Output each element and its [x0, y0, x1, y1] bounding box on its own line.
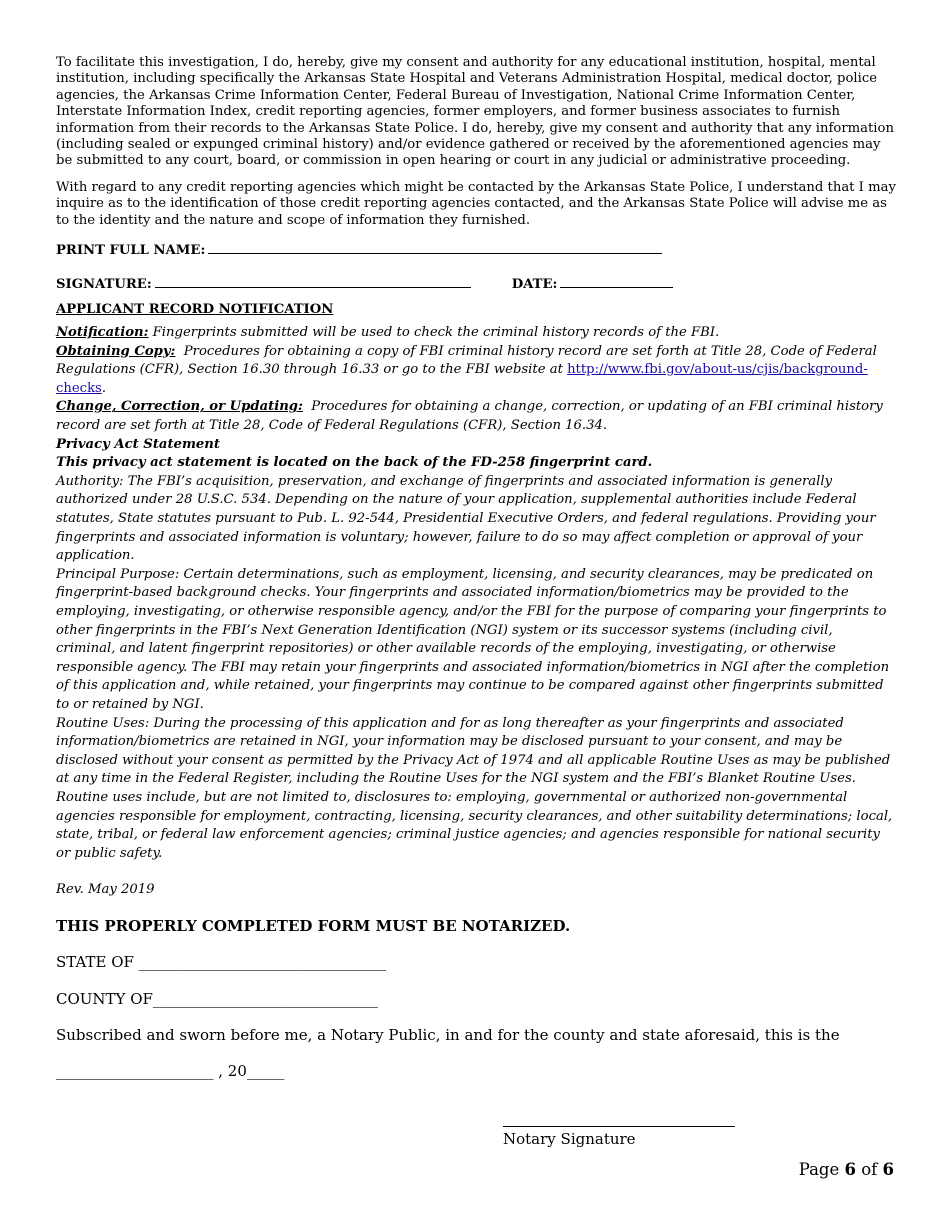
form-page: [56, 55, 896, 1080]
change-correction-text: Procedures for obtaining a change, correction, or updating of an FBI criminal history record are set forth at Title 28, Code of Federal Regulations (CFR), Section 16.34.: [56, 399, 888, 434]
county-of-field[interactable]: COUNTY OF______________________________: [56, 989, 378, 1008]
change-correction-line: [56, 398, 896, 435]
notification-text: Fingerprints submitted will be used to check the criminal history records of the FBI.: [148, 325, 720, 341]
page-total: 6: [882, 1160, 894, 1179]
principal-purpose-paragraph: Principal Purpose: Certain determinations, such as employment, licensing, and security clearances, may be predicated on fingerprint-based background checks. Your fingerprints and associated information/biometrics may be provided to the employing, investigating, or otherwise responsible agency, and/or the FBI for the purpose of comparing your fingerprints to other fingerprints in the FBI’s Next Generation Identification (NGI) system or its successor systems (including civil, criminal, and latent fingerprint repositories) or other available records of the employing, investigating, or otherwise responsible agency. The FBI may retain your fingerprints and associated information/biometrics in NGI after the completion of this application and, while retained, your fingerprints may continue to be compared against other fingerprints submitted to or retained by NGI.: [56, 566, 890, 712]
signature-row: [56, 275, 896, 292]
notification-label: Notification:: [56, 325, 149, 341]
page-of: of: [855, 1160, 883, 1179]
privacy-act-heading: Privacy Act Statement: [56, 436, 220, 452]
fbi-background-checks-link[interactable]: http://www.fbi.gov/about-us/cjis/background-checks: [56, 362, 868, 396]
page-number: [799, 1160, 894, 1179]
privacy-act-location: This privacy act statement is located on the back of the FD-258 fingerprint card.: [56, 455, 653, 471]
notification-section: [56, 324, 896, 900]
applicant-record-heading: APPLICANT RECORD NOTIFICATION: [56, 302, 334, 318]
signature-label: SIGNATURE:: [56, 277, 152, 293]
print-full-name-row: [56, 241, 896, 258]
state-of-field[interactable]: STATE OF _________________________________: [56, 952, 387, 971]
routine-uses-paragraph: Routine Uses: During the processing of this application and for as long thereafter as your fingerprints and associated information/biometrics are retained in NGI, your information may be disclosed pursuant to your consent, and may be disclosed without your consent as permitted by the Privacy Act of 1974 and all applicable Routine Uses as may be published at any time in the Federal Register, including the Routine Uses for the NGI system and the FBI’s Blanket Routine Uses. Routine uses include, but are not limited to, disclosures to: employing, governmental or authorized non-governmental agencies responsible for employment, contracting, licensing, security clearances, and other suitability determinations; local, state, tribal, or federal law enforcement agencies; criminal justice agencies; and agencies responsible for national security or public safety.: [56, 715, 893, 861]
page-current: 6: [844, 1160, 856, 1179]
page-prefix: Page: [798, 1160, 845, 1179]
revision-date: Rev. May 2019: [56, 882, 155, 898]
notary-signature-block: [503, 1126, 735, 1148]
date-label: DATE:: [511, 277, 558, 293]
must-notarize-notice: THIS PROPERLY COMPLETED FORM MUST BE NOTARIZED.: [56, 916, 571, 935]
consent-paragraph-1: To facilitate this investigation, I do, hereby, give my consent and authority for any educational institution, hospital, mental institution, including specifically the Arkansas State Hospital and Veterans Administration Hospital, medical doctor, police agencies, the Arkansas Crime Information Center, Federal Bureau of Investigation, National Crime Information Center, Interstate Information Index, credit reporting agencies, former employers, and former business associates to furnish information from their records to the Arkansas State Police. I do, hereby, give my consent and authority that any information (including sealed or expunged criminal history) and/or evidence gathered or received by the aforementioned agencies may be submitted to any court, board, or commission in open hearing or court in any judicial or administrative proceeding.: [56, 55, 894, 169]
date-field[interactable]: [560, 275, 673, 288]
notary-signature-line[interactable]: [503, 1126, 735, 1127]
obtaining-copy-line: Obtaining Copy: Procedures for obtaining a copy of FBI criminal history record are set forth at Title 28, Code of Federal Regulations (CFR), Section 16.30 through 16.33 or go to the FBI website at http://www.fbi.gov/about-us/cjis/background-checks.: [56, 343, 882, 396]
consent-paragraph-2: With regard to any credit reporting agencies which might be contacted by the Arkansas State Police, I understand that I may inquire as to the identification of those credit reporting agencies contacted, and the Arkansas State Police will advise me as to the identity and the nature and scope of information they furnished.: [56, 179, 896, 228]
print-full-name-label: PRINT FULL NAME:: [56, 243, 206, 259]
notification-line: [56, 324, 896, 343]
subscribed-sworn-statement: Subscribed and sworn before me, a Notary Public, in and for the county and state aforesaid, this is the: [56, 1025, 840, 1044]
authority-paragraph: Authority: The FBI’s acquisition, preservation, and exchange of fingerprints and associated information is generally authorized under 28 U.S.C. 534. Depending on the nature of your application, supplemental authorities include Federal statutes, State statutes pursuant to Pub. L. 92-544, Presidential Executive Orders, and federal regulations. Providing your fingerprints and associated information is voluntary; however, failure to do so may affect completion or approval of your application.: [56, 473, 876, 564]
obtaining-copy-label: Obtaining Copy:: [56, 343, 176, 359]
obtaining-copy-text: Procedures for obtaining a copy of FBI criminal history record are set forth at Title 28, Code of Federal Regulations (CFR), Section 16.30 through 16.33 or go to the FBI website at: [56, 343, 882, 378]
notary-signature-label: Notary Signature: [503, 1130, 636, 1148]
change-correction-label: Change, Correction, or Updating:: [56, 399, 303, 415]
notary-date-field[interactable]: _____________________ , 20_____: [56, 1061, 285, 1080]
signature-field[interactable]: [155, 275, 471, 288]
print-full-name-field[interactable]: [208, 241, 662, 254]
